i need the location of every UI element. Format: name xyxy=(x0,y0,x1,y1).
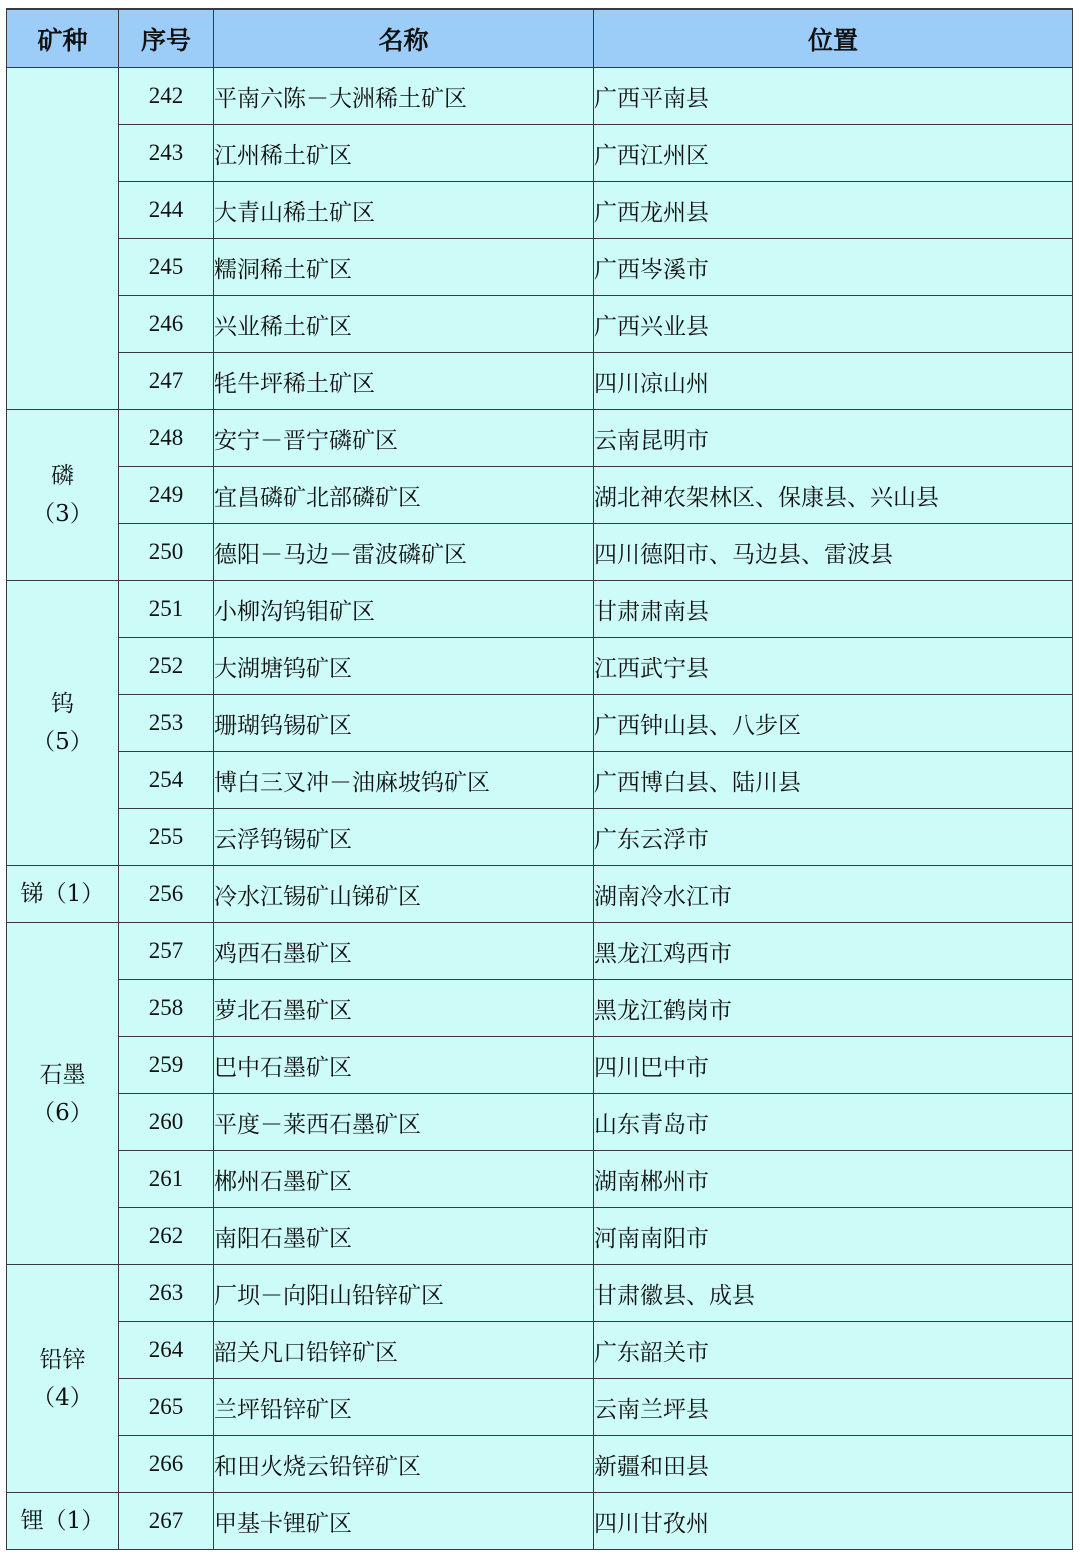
table-row xyxy=(7,239,1073,296)
area-name: 珊瑚钨锡矿区 xyxy=(214,695,594,752)
mineral-name: 锑 xyxy=(20,881,44,907)
area-name: 厂坝－向阳山铅锌矿区 xyxy=(214,1265,594,1322)
mineral-cell xyxy=(7,1265,119,1493)
area-location: 黑龙江鸡西市 xyxy=(594,923,1073,980)
area-location: 四川甘孜州 xyxy=(594,1493,1073,1550)
area-name: 巴中石墨矿区 xyxy=(214,1037,594,1094)
header-no: 序号 xyxy=(119,9,214,68)
mineral-cell xyxy=(7,866,119,923)
area-location: 广西平南县 xyxy=(594,68,1073,125)
area-name: 郴州石墨矿区 xyxy=(214,1151,594,1208)
mineral-count: （4） xyxy=(32,1384,93,1411)
row-number: 261 xyxy=(119,1151,214,1208)
area-location: 广东云浮市 xyxy=(594,809,1073,866)
area-name: 大青山稀土矿区 xyxy=(214,182,594,239)
table-row xyxy=(7,410,1073,467)
area-name: 南阳石墨矿区 xyxy=(214,1208,594,1265)
row-number: 248 xyxy=(119,410,214,467)
table-row xyxy=(7,1436,1073,1493)
area-location: 甘肃徽县、成县 xyxy=(594,1265,1073,1322)
area-location: 广东韶关市 xyxy=(594,1322,1073,1379)
row-number: 247 xyxy=(119,353,214,410)
mineral-count: （1） xyxy=(43,881,105,907)
row-number: 252 xyxy=(119,638,214,695)
mineral-name: 石墨 xyxy=(39,1061,86,1088)
table-row xyxy=(7,296,1073,353)
mineral-cell xyxy=(7,1493,119,1550)
area-location: 河南南阳市 xyxy=(594,1208,1073,1265)
area-name: 冷水江锡矿山锑矿区 xyxy=(214,866,594,923)
header-location: 位置 xyxy=(594,9,1073,68)
area-location: 新疆和田县 xyxy=(594,1436,1073,1493)
area-location: 江西武宁县 xyxy=(594,638,1073,695)
row-number: 265 xyxy=(119,1379,214,1436)
mineral-name: 磷 xyxy=(51,463,74,489)
table-row xyxy=(7,809,1073,866)
area-name: 宜昌磷矿北部磷矿区 xyxy=(214,467,594,524)
row-number: 254 xyxy=(119,752,214,809)
mineral-name: 钨 xyxy=(51,691,74,717)
row-number: 263 xyxy=(119,1265,214,1322)
area-name: 平南六陈－大洲稀土矿区 xyxy=(214,68,594,125)
area-name: 甲基卡锂矿区 xyxy=(214,1493,594,1550)
area-location: 四川凉山州 xyxy=(594,353,1073,410)
row-number: 264 xyxy=(119,1322,214,1379)
table-row xyxy=(7,467,1073,524)
table-row xyxy=(7,1265,1073,1322)
row-number: 245 xyxy=(119,239,214,296)
row-number: 251 xyxy=(119,581,214,638)
row-number: 253 xyxy=(119,695,214,752)
row-number: 255 xyxy=(119,809,214,866)
row-number: 267 xyxy=(119,1493,214,1550)
mineral-count: （3） xyxy=(32,501,93,527)
mineral-count: （5） xyxy=(32,729,93,755)
header-mineral: 矿种 xyxy=(7,9,119,68)
table-header-row xyxy=(7,9,1073,68)
row-number: 243 xyxy=(119,125,214,182)
area-name: 糯洞稀土矿区 xyxy=(214,239,594,296)
area-name: 萝北石墨矿区 xyxy=(214,980,594,1037)
mineral-cell xyxy=(7,923,119,1265)
area-name: 江州稀土矿区 xyxy=(214,125,594,182)
row-number: 256 xyxy=(119,866,214,923)
row-number: 249 xyxy=(119,467,214,524)
area-location: 云南昆明市 xyxy=(594,410,1073,467)
table-row xyxy=(7,1151,1073,1208)
mineral-cell xyxy=(7,410,119,581)
area-location: 四川巴中市 xyxy=(594,1037,1073,1094)
table-row xyxy=(7,638,1073,695)
table-row xyxy=(7,182,1073,239)
row-number: 262 xyxy=(119,1208,214,1265)
mineral-cell xyxy=(7,581,119,866)
row-number: 258 xyxy=(119,980,214,1037)
mineral-cell xyxy=(7,68,119,410)
area-name: 博白三叉冲－油麻坡钨矿区 xyxy=(214,752,594,809)
area-name: 云浮钨锡矿区 xyxy=(214,809,594,866)
area-location: 云南兰坪县 xyxy=(594,1379,1073,1436)
mineral-count: （1） xyxy=(43,1508,105,1534)
table-row xyxy=(7,1208,1073,1265)
table-row xyxy=(7,1322,1073,1379)
row-number: 259 xyxy=(119,1037,214,1094)
area-name: 韶关凡口铅锌矿区 xyxy=(214,1322,594,1379)
table-row xyxy=(7,866,1073,923)
area-location: 广西兴业县 xyxy=(594,296,1073,353)
row-number: 250 xyxy=(119,524,214,581)
row-number: 257 xyxy=(119,923,214,980)
table-row xyxy=(7,353,1073,410)
table-row xyxy=(7,1094,1073,1151)
area-location: 广西岑溪市 xyxy=(594,239,1073,296)
table-row xyxy=(7,581,1073,638)
mineral-area-table xyxy=(6,8,1073,1550)
table-row xyxy=(7,524,1073,581)
row-number: 260 xyxy=(119,1094,214,1151)
table-row xyxy=(7,1493,1073,1550)
row-number: 244 xyxy=(119,182,214,239)
area-name: 小柳沟钨钼矿区 xyxy=(214,581,594,638)
area-name: 德阳－马边－雷波磷矿区 xyxy=(214,524,594,581)
area-location: 四川德阳市、马边县、雷波县 xyxy=(594,524,1073,581)
mineral-name: 铅锌 xyxy=(39,1346,86,1373)
area-location: 山东青岛市 xyxy=(594,1094,1073,1151)
area-location: 黑龙江鹤岗市 xyxy=(594,980,1073,1037)
table-row xyxy=(7,752,1073,809)
mineral-count: （6） xyxy=(32,1099,93,1126)
table-body xyxy=(7,68,1073,1550)
mineral-name: 锂 xyxy=(20,1508,44,1534)
area-name: 兴业稀土矿区 xyxy=(214,296,594,353)
table-row xyxy=(7,68,1073,125)
area-location: 甘肃肃南县 xyxy=(594,581,1073,638)
row-number: 242 xyxy=(119,68,214,125)
table-row xyxy=(7,923,1073,980)
table-row xyxy=(7,695,1073,752)
table-row xyxy=(7,980,1073,1037)
header-name: 名称 xyxy=(214,9,594,68)
area-location: 湖南冷水江市 xyxy=(594,866,1073,923)
area-name: 牦牛坪稀土矿区 xyxy=(214,353,594,410)
area-name: 和田火烧云铅锌矿区 xyxy=(214,1436,594,1493)
area-name: 鸡西石墨矿区 xyxy=(214,923,594,980)
area-name: 安宁－晋宁磷矿区 xyxy=(214,410,594,467)
table-row xyxy=(7,1037,1073,1094)
area-name: 兰坪铅锌矿区 xyxy=(214,1379,594,1436)
area-location: 湖北神农架林区、保康县、兴山县 xyxy=(594,467,1073,524)
row-number: 246 xyxy=(119,296,214,353)
area-name: 平度－莱西石墨矿区 xyxy=(214,1094,594,1151)
area-location: 广西江州区 xyxy=(594,125,1073,182)
row-number: 266 xyxy=(119,1436,214,1493)
area-name: 大湖塘钨矿区 xyxy=(214,638,594,695)
table-row xyxy=(7,125,1073,182)
area-location: 广西博白县、陆川县 xyxy=(594,752,1073,809)
area-location: 广西龙州县 xyxy=(594,182,1073,239)
area-location: 湖南郴州市 xyxy=(594,1151,1073,1208)
table-row xyxy=(7,1379,1073,1436)
area-location: 广西钟山县、八步区 xyxy=(594,695,1073,752)
